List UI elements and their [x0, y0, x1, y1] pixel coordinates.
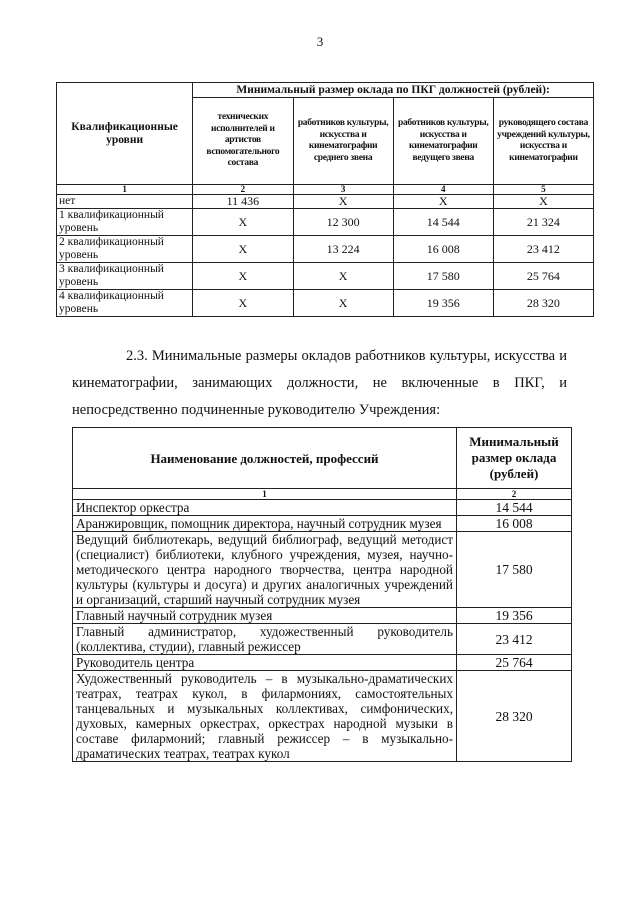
position-name: Ведущий библиотекарь, ведущий библиограф, ведущий методист (специалист) библиотеки, клубного учреждения, музея, научно-методического центра народного творчества, центра народной культуры (культуры и досуга) и других аналогичных учреждений и организаций, старший научный сотрудник музея [73, 532, 457, 608]
table-row [73, 624, 572, 655]
column-number: 5 [493, 185, 593, 195]
salary-cell: 17 580 [393, 263, 493, 290]
table-row [73, 516, 572, 532]
salary-cell: 16 008 [457, 516, 572, 532]
salary-cell: 16 008 [393, 236, 493, 263]
salary-cell: 25 764 [457, 655, 572, 671]
salary-cell: Х [193, 290, 293, 317]
position-name: Инспектор оркестра [73, 500, 457, 516]
salary-table-pkg [56, 82, 594, 317]
column-number: 3 [293, 185, 393, 195]
salary-cell: 23 412 [493, 236, 593, 263]
table-row [57, 263, 594, 290]
position-name: Аранжировщик, помощник директора, научный сотрудник музея [73, 516, 457, 532]
column-number: 4 [393, 185, 493, 195]
subheader-technical: технических исполнителей и артистов вспомогательного состава [193, 98, 293, 185]
salary-cell: 13 224 [293, 236, 393, 263]
salary-cell: Х [293, 195, 393, 209]
min-salary-header: Минимальный размер оклада (рублей) [457, 428, 572, 489]
salary-cell: Х [293, 290, 393, 317]
position-name: Главный научный сотрудник музея [73, 608, 457, 624]
page-number: 3 [316, 34, 324, 49]
salary-cell: 23 412 [457, 624, 572, 655]
position-name: Главный администратор, художественный руководитель (коллектива, студии), главный режиссер [73, 624, 457, 655]
table-row [57, 209, 594, 236]
table-row [73, 655, 572, 671]
column-number-row [57, 185, 594, 195]
table-row [57, 290, 594, 317]
table-row [73, 608, 572, 624]
table-row [57, 195, 594, 209]
salary-cell: 21 324 [493, 209, 593, 236]
salary-cell: 19 356 [393, 290, 493, 317]
position-name: Руководитель центра [73, 655, 457, 671]
salary-cell: Х [193, 209, 293, 236]
table-row [73, 500, 572, 516]
salary-cell: 17 580 [457, 532, 572, 608]
column-number-row [73, 489, 572, 500]
salary-cell: 25 764 [493, 263, 593, 290]
level-label: 1 квалификационный уровень [57, 209, 193, 236]
subheader-management: руководящего состава учреждений культуры, искусства и кинематографии [493, 98, 593, 185]
salary-cell: Х [293, 263, 393, 290]
position-name: Художественный руководитель – в музыкально-драматических театрах, театрах кукол, в филармониях, самостоятельных танцевальных и музыкальных коллективах, симфонических, духовых, камерных оркестрах, оркестрах народной музыки в составе филармоний; главный режиссер – в музыкально-драматических театрах, театрах кукол [73, 671, 457, 762]
salary-cell: Х [393, 195, 493, 209]
salary-cell: 28 320 [493, 290, 593, 317]
salary-cell: Х [193, 263, 293, 290]
salary-cell: 12 300 [293, 209, 393, 236]
level-label: 3 квалификационный уровень [57, 263, 193, 290]
column-number: 1 [73, 489, 457, 500]
column-number: 2 [457, 489, 572, 500]
level-label: 2 квалификационный уровень [57, 236, 193, 263]
subheader-middle: работников культуры, искусства и кинематографии среднего звена [293, 98, 393, 185]
table-row [73, 532, 572, 608]
column-number: 2 [193, 185, 293, 195]
table-row [57, 236, 594, 263]
salary-table-non-pkg [72, 427, 572, 762]
salary-cell: Х [493, 195, 593, 209]
salary-cell: 19 356 [457, 608, 572, 624]
level-label: нет [57, 195, 193, 209]
table-row [73, 671, 572, 762]
positions-header: Наименование должностей, профессий [73, 428, 457, 489]
salary-cell: 14 544 [393, 209, 493, 236]
level-label: 4 квалификационный уровень [57, 290, 193, 317]
min-salary-group-header: Минимальный размер оклада по ПКГ должностей (рублей): [193, 83, 594, 98]
salary-cell: 11 436 [193, 195, 293, 209]
salary-cell: 14 544 [457, 500, 572, 516]
column-number: 1 [57, 185, 193, 195]
section-paragraph: 2.3. Минимальные размеры окладов работников культуры, искусства и кинематографии, занимающих должности, не включенные в ПКГ, и непосредственно подчиненные руководителю Учреждения: [72, 348, 567, 418]
qualification-levels-header: Квалификационные уровни [57, 83, 193, 185]
salary-cell: 28 320 [457, 671, 572, 762]
salary-cell: Х [193, 236, 293, 263]
subheader-leading: работников культуры, искусства и кинематографии ведущего звена [393, 98, 493, 185]
